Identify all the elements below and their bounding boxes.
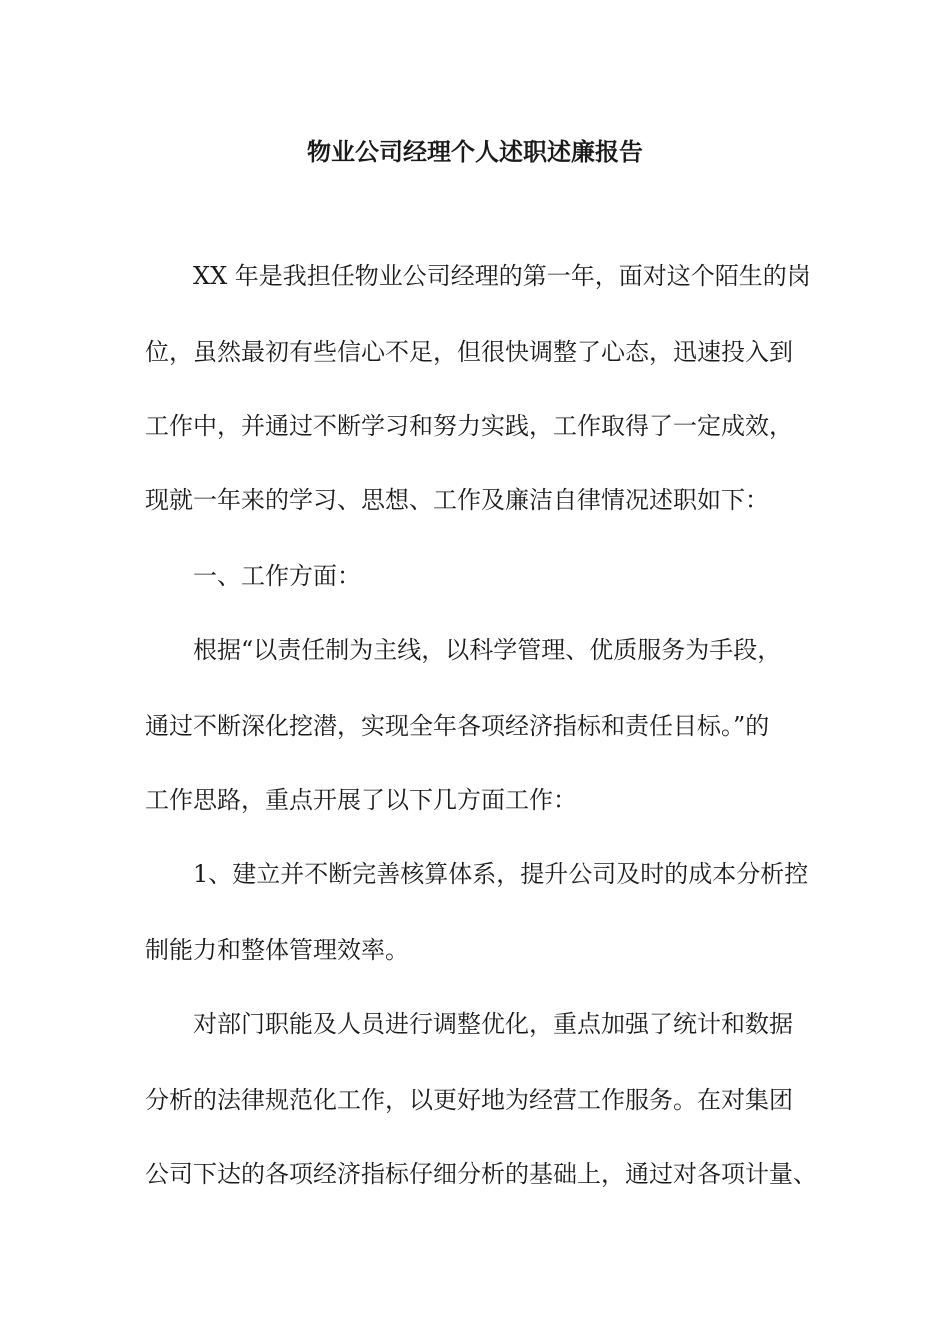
paragraph-line: 工作思路，重点开展了以下几方面工作： [145, 786, 577, 814]
section-heading: 一、工作方面： [193, 562, 361, 590]
paragraph-line: 根据“以责任制为主线，以科学管理、优质服务为手段， [193, 636, 782, 664]
paragraph-line: 制能力和整体管理效率。 [145, 936, 409, 964]
paragraph-line: 通过不断深化挖潜，实现全年各项经济指标和责任目标。”的 [145, 712, 770, 740]
document-title: 物业公司经理个人述职述廉报告 [307, 137, 643, 166]
paragraph-line: 工作中，并通过不断学习和努力实践，工作取得了一定成效， [145, 412, 793, 440]
paragraph-line: XX 年是我担任物业公司经理的第一年，面对这个陌生的岗 [193, 262, 811, 290]
paragraph-line: 现就一年来的学习、思想、工作及廉洁自律情况述职如下： [145, 486, 769, 514]
paragraph-line: 1、建立并不断完善核算体系，提升公司及时的成本分析控 [193, 860, 809, 888]
paragraph-line: 对部门职能及人员进行调整优化，重点加强了统计和数据 [193, 1010, 793, 1038]
paragraph-line: 公司下达的各项经济指标仔细分析的基础上，通过对各项计量、 [145, 1160, 817, 1188]
paragraph-line: 分析的法律规范化工作，以更好地为经营工作服务。在对集团 [145, 1086, 793, 1114]
paragraph-line: 位，虽然最初有些信心不足，但很快调整了心态，迅速投入到 [145, 338, 793, 366]
